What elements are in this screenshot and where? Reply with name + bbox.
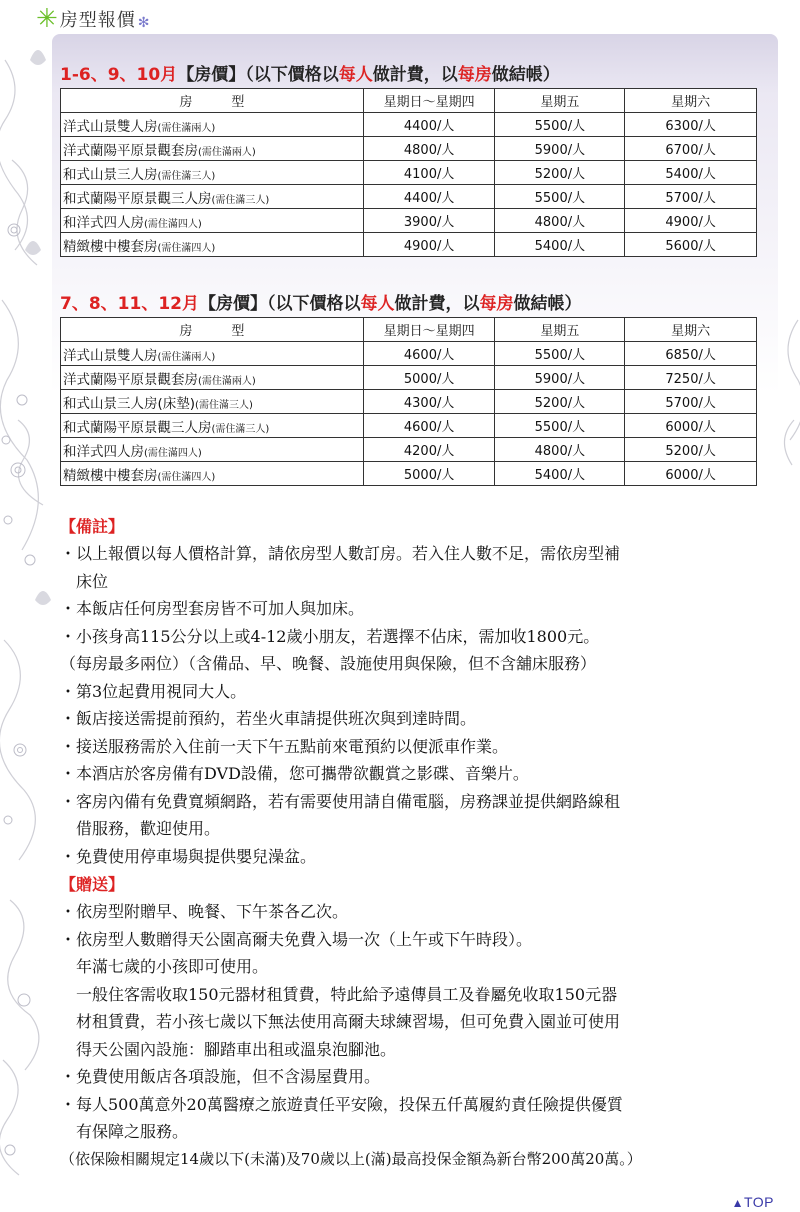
table-row bbox=[61, 209, 757, 233]
price-cell-sat: 5700/人 bbox=[625, 390, 757, 414]
col-header-sun-thu: 星期日～星期四 bbox=[363, 318, 495, 342]
table-row bbox=[61, 233, 757, 257]
room-name: 洋式山景雙人房 bbox=[63, 118, 158, 135]
price-cell-fri: 5900/人 bbox=[495, 366, 625, 390]
room-name: 和式山景三人房(床墊) bbox=[63, 395, 196, 412]
room-name: 和洋式四人房 bbox=[63, 443, 144, 460]
price-cell-sat: 5400/人 bbox=[625, 161, 757, 185]
room-name: 洋式蘭陽平原景觀套房 bbox=[63, 142, 198, 159]
gifts-list bbox=[60, 898, 770, 1173]
room-name: 洋式山景雙人房 bbox=[63, 347, 158, 364]
remark-line: 借服務，歡迎使用。 bbox=[60, 819, 221, 838]
occupancy-note: (需住滿三人) bbox=[157, 170, 216, 182]
occupancy-note: (需住滿兩人) bbox=[198, 375, 256, 387]
price-cell-fri: 5400/人 bbox=[495, 233, 625, 257]
table-row bbox=[61, 185, 757, 209]
room-name-cell bbox=[61, 137, 364, 161]
price-table-1 bbox=[60, 88, 757, 257]
price-cell-sun-thu: 4800/人 bbox=[363, 137, 495, 161]
page-title: 房型報價 bbox=[59, 10, 136, 31]
occupancy-note: (需住滿三人) bbox=[211, 423, 270, 435]
occupancy-note: (需住滿兩人) bbox=[157, 351, 216, 363]
price-cell-sat: 5200/人 bbox=[625, 438, 757, 462]
price-cell-sun-thu: 3900/人 bbox=[363, 209, 495, 233]
green-flower-icon: ✳ bbox=[36, 4, 58, 34]
remark-line: ・免費使用停車場與提供嬰兒澡盆。 bbox=[60, 846, 317, 866]
remarks-title: 【備註】 bbox=[60, 517, 125, 536]
gift-line: （依保險相關規定14歲以下(未滿)及70歲以上(滿)最高投保金額為新台幣200萬20萬。） bbox=[60, 1149, 642, 1168]
occupancy-note: (需住滿四人) bbox=[157, 242, 216, 254]
table-header-row bbox=[61, 89, 757, 113]
room-name-cell bbox=[61, 390, 364, 414]
price-cell-sat: 7250/人 bbox=[625, 366, 757, 390]
col-header-room: 房 型 bbox=[61, 318, 364, 342]
table-row bbox=[61, 462, 757, 486]
price-cell-sun-thu: 4300/人 bbox=[363, 390, 495, 414]
table-header-row bbox=[61, 318, 757, 342]
price-cell-sun-thu: 4200/人 bbox=[363, 438, 495, 462]
remark-line: ・以上報價以每人價格計算，請依房型人數訂房。若入住人數不足，需依房型補 bbox=[60, 544, 621, 563]
occupancy-note: (需住滿四人) bbox=[144, 218, 202, 230]
price-cell-fri: 5900/人 bbox=[495, 137, 625, 161]
remark-line: 床位 bbox=[60, 571, 109, 591]
remark-line: ・小孩身高115公分以上或4-12歲小朋友，若選擇不佔床，需加收1800元。 bbox=[60, 626, 600, 646]
price-table-2 bbox=[60, 317, 757, 486]
occupancy-note: (需住滿兩人) bbox=[198, 146, 256, 158]
price-cell-fri: 4800/人 bbox=[495, 209, 625, 233]
room-name: 精緻樓中樓套房 bbox=[63, 238, 158, 255]
occupancy-note: (需住滿三人) bbox=[195, 399, 253, 411]
col-header-sat: 星期六 bbox=[625, 89, 757, 113]
price-cell-sat: 5700/人 bbox=[625, 185, 757, 209]
gift-line: 年滿七歲的小孩即可使用。 bbox=[60, 957, 269, 976]
occupancy-note: (需住滿四人) bbox=[157, 471, 216, 483]
price-cell-fri: 5500/人 bbox=[495, 185, 625, 209]
room-name-cell bbox=[61, 185, 364, 209]
table-row bbox=[61, 342, 757, 366]
room-name: 和式蘭陽平原景觀三人房 bbox=[63, 190, 212, 207]
price-cell-sun-thu: 5000/人 bbox=[363, 366, 495, 390]
remark-line: ・本飯店任何房型套房皆不可加人與加床。 bbox=[60, 599, 365, 618]
price-cell-sat: 6000/人 bbox=[625, 414, 757, 438]
price-cell-fri: 5200/人 bbox=[495, 390, 625, 414]
price-cell-fri: 5400/人 bbox=[495, 462, 625, 486]
room-name-cell bbox=[61, 342, 364, 366]
remark-line: ・接送服務需於入住前一天下午五點前來電預約以便派車作業。 bbox=[60, 736, 509, 756]
table-row bbox=[61, 113, 757, 137]
price-cell-sat: 6700/人 bbox=[625, 137, 757, 161]
table-row bbox=[61, 390, 757, 414]
gift-line: ・依房型人數贈得天公園高爾夫免費入場一次（上午或下午時段）。 bbox=[60, 929, 533, 949]
room-name-cell bbox=[61, 438, 364, 462]
price-cell-sun-thu: 4600/人 bbox=[363, 414, 495, 438]
price-cell-sun-thu: 4600/人 bbox=[363, 342, 495, 366]
price-cell-fri: 5500/人 bbox=[495, 342, 625, 366]
room-name: 和式山景三人房 bbox=[63, 166, 158, 183]
price-cell-sun-thu: 4400/人 bbox=[363, 185, 495, 209]
room-name: 洋式蘭陽平原景觀套房 bbox=[63, 371, 198, 388]
room-name: 和式蘭陽平原景觀三人房 bbox=[63, 419, 212, 436]
price-cell-fri: 5200/人 bbox=[495, 161, 625, 185]
price-cell-sat: 6000/人 bbox=[625, 462, 757, 486]
room-name-cell bbox=[61, 414, 364, 438]
back-to-top-link[interactable]: ▲TOP bbox=[731, 1194, 774, 1210]
table-row bbox=[61, 161, 757, 185]
table-row bbox=[61, 414, 757, 438]
remarks-list bbox=[60, 540, 770, 870]
price-cell-sun-thu: 4400/人 bbox=[363, 113, 495, 137]
remark-line: ・客房內備有免費寬頻網路，若有需要使用請自備電腦，房務課並提供網路線租 bbox=[60, 791, 621, 811]
gift-line: ・免費使用飯店各項設施，但不含湯屋費用。 bbox=[60, 1067, 381, 1086]
room-name: 精緻樓中樓套房 bbox=[63, 467, 158, 484]
table-row bbox=[61, 137, 757, 161]
remark-line: ・第3位起費用視同大人。 bbox=[60, 681, 247, 701]
gift-line: ・每人500萬意外20萬醫療之旅遊責任平安險，投保五仟萬履約責任險提供優質 bbox=[60, 1094, 623, 1114]
room-name-cell bbox=[61, 462, 364, 486]
page-header bbox=[36, 4, 150, 34]
gift-line: ・依房型附贈早、晚餐、下午茶各乙次。 bbox=[60, 902, 349, 921]
occupancy-note: (需住滿四人) bbox=[144, 447, 202, 459]
price-cell-fri: 4800/人 bbox=[495, 438, 625, 462]
price-cell-sun-thu: 5000/人 bbox=[363, 462, 495, 486]
col-header-sat: 星期六 bbox=[625, 318, 757, 342]
price-cell-sat: 5600/人 bbox=[625, 233, 757, 257]
gift-line: 材租賃費，若小孩七歲以下無法使用高爾夫球練習場，但可免費入園並可使用 bbox=[60, 1012, 621, 1031]
gifts-title: 【贈送】 bbox=[60, 875, 125, 894]
room-name-cell bbox=[61, 209, 364, 233]
table-row bbox=[61, 438, 757, 462]
room-name-cell bbox=[61, 366, 364, 390]
price-cell-sat: 4900/人 bbox=[625, 209, 757, 233]
purple-star-icon: ✻ bbox=[137, 15, 150, 31]
room-name-cell bbox=[61, 113, 364, 137]
price-cell-sat: 6300/人 bbox=[625, 113, 757, 137]
price-cell-sun-thu: 4900/人 bbox=[363, 233, 495, 257]
occupancy-note: (需住滿兩人) bbox=[157, 122, 216, 134]
col-header-sun-thu: 星期日～星期四 bbox=[363, 89, 495, 113]
decorative-swirl-ornament bbox=[0, 0, 60, 1212]
price-cell-fri: 5500/人 bbox=[495, 414, 625, 438]
up-triangle-icon: ▲ bbox=[731, 1196, 744, 1210]
section1-period: 1-6、9、10月 bbox=[60, 65, 178, 85]
room-name-cell bbox=[61, 233, 364, 257]
section1-title: 1-6、9、10月【房價】（以下價格以每人做計費，以每房做結帳） bbox=[60, 65, 560, 85]
gift-line: 得天公園內設施：腳踏車出租或溫泉泡腳池。 bbox=[60, 1039, 397, 1059]
col-header-fri: 星期五 bbox=[495, 318, 625, 342]
room-name-cell bbox=[61, 161, 364, 185]
price-cell-sun-thu: 4100/人 bbox=[363, 161, 495, 185]
price-cell-sat: 6850/人 bbox=[625, 342, 757, 366]
occupancy-note: (需住滿三人) bbox=[211, 194, 270, 206]
remark-line: ・本酒店於客房備有DVD設備，您可攜帶欲觀賞之影碟、音樂片。 bbox=[60, 764, 529, 783]
gift-line: 有保障之服務。 bbox=[60, 1122, 189, 1141]
section2-period: 7、8、11、12月 bbox=[60, 294, 199, 314]
room-name: 和洋式四人房 bbox=[63, 214, 144, 231]
col-header-fri: 星期五 bbox=[495, 89, 625, 113]
section2-title: 7、8、11、12月【房價】（以下價格以每人做計費，以每房做結帳） bbox=[60, 294, 582, 314]
remark-line: ・飯店接送需提前預約，若坐火車請提供班次與到達時間。 bbox=[60, 709, 477, 728]
remark-line: （每房最多兩位）（含備品、早、晚餐、設施使用與保險，但不含舖床服務） bbox=[60, 654, 597, 673]
gift-line: 一般住客需收取150元器材租賃費，特此給予遠傳員工及眷屬免收取150元器 bbox=[60, 984, 618, 1004]
col-header-room: 房 型 bbox=[61, 89, 364, 113]
table-row bbox=[61, 366, 757, 390]
notes-section bbox=[60, 514, 770, 1173]
price-cell-fri: 5500/人 bbox=[495, 113, 625, 137]
